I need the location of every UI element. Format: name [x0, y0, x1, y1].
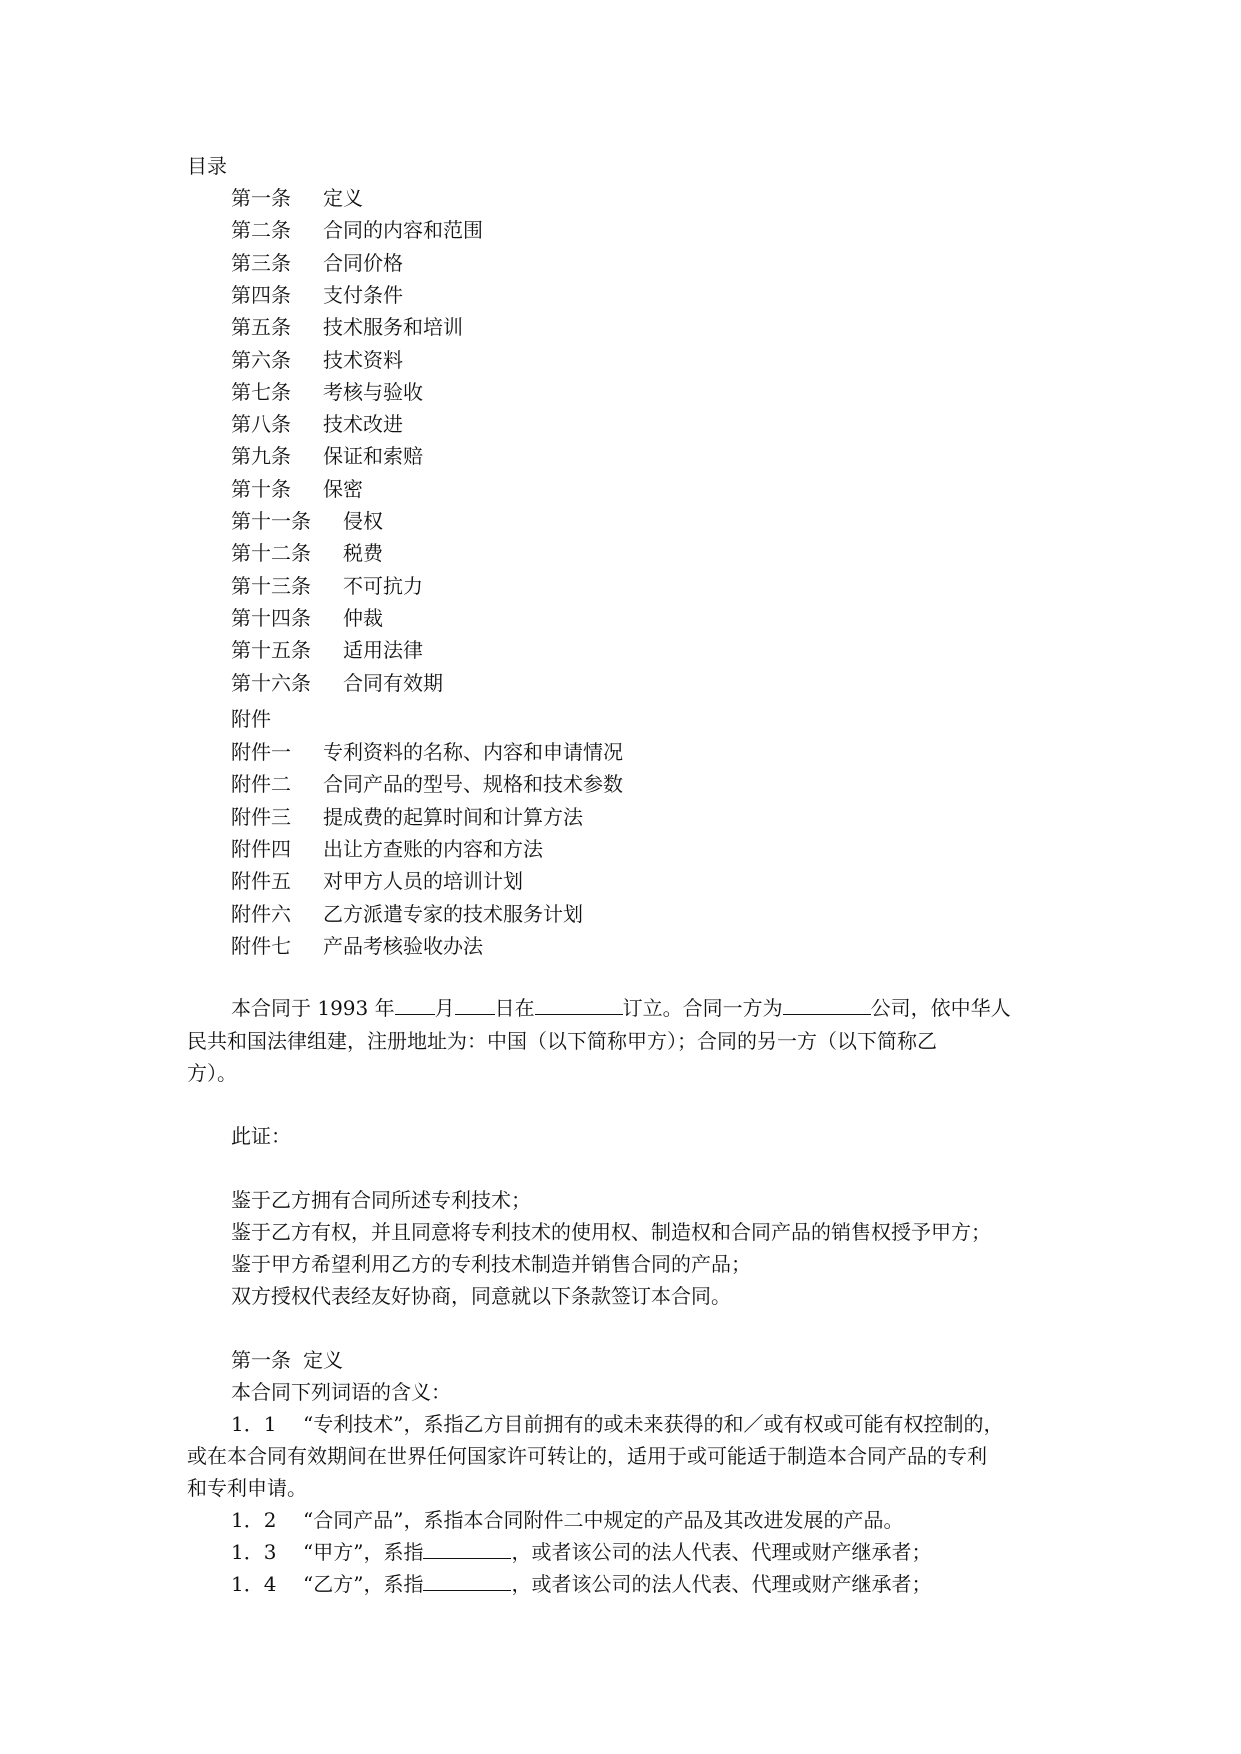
toc-item — [231, 346, 403, 374]
toc-item-title: 支付条件 — [323, 283, 403, 307]
toc-item-number: 第二条 — [231, 218, 291, 242]
party-a-blank — [423, 1538, 511, 1559]
toc-item-title: 合同价格 — [323, 251, 403, 275]
toc-item-number: 第十三条 — [231, 574, 311, 598]
clause-text: “甲方”，系指 — [303, 1540, 424, 1564]
article-1-intro: 本合同下列词语的含义： — [231, 1380, 451, 1404]
clause-number: 1．3 — [231, 1540, 277, 1564]
annex-item-title: 专利资料的名称、内容和申请情况 — [323, 740, 623, 764]
witness-line: 鉴于甲方希望利用乙方的专利技术制造并销售合同的产品； — [231, 1252, 751, 1276]
toc-item-title: 技术改进 — [323, 412, 403, 436]
toc-item — [231, 410, 403, 438]
annex-item-title: 提成费的起算时间和计算方法 — [323, 805, 583, 829]
annex-item — [231, 932, 483, 960]
toc-item-title: 适用法律 — [343, 638, 423, 662]
toc-item — [231, 604, 383, 632]
annex-item-number: 附件三 — [231, 805, 291, 829]
toc-item-number: 第四条 — [231, 283, 291, 307]
clause-number: 1．2 — [231, 1508, 277, 1532]
toc-item-title: 合同的内容和范围 — [323, 218, 483, 242]
article-1-heading — [231, 1346, 343, 1374]
toc-item — [231, 249, 403, 277]
toc-title: 目录 — [187, 154, 227, 178]
clause-number: 1．1 — [231, 1412, 277, 1436]
toc-item — [231, 378, 423, 406]
toc-item-title: 合同有效期 — [343, 671, 443, 695]
annex-item-number: 附件七 — [231, 934, 291, 958]
clause-1-4 — [231, 1570, 931, 1598]
annex-item-number: 附件二 — [231, 772, 291, 796]
toc-item-number: 第三条 — [231, 251, 291, 275]
toc-item-title: 技术服务和培训 — [323, 315, 463, 339]
toc-item-number: 第五条 — [231, 315, 291, 339]
toc-item-number: 第十二条 — [231, 541, 311, 565]
preamble-text: 本合同于 1993 年 — [231, 996, 395, 1020]
annex-item-number: 附件四 — [231, 837, 291, 861]
toc-item — [231, 636, 423, 664]
clause-number: 1．4 — [231, 1572, 277, 1596]
preamble-text: 月 — [434, 996, 455, 1020]
witness-line: 双方授权代表经友好协商，同意就以下条款签订本合同。 — [231, 1284, 731, 1308]
toc-item — [231, 313, 463, 341]
clause-1-1-line-3: 和专利申请。 — [187, 1476, 307, 1500]
toc-item — [231, 669, 443, 697]
toc-item-title: 保密 — [323, 477, 363, 501]
preamble-line-3: 方）。 — [187, 1061, 237, 1085]
company-blank — [783, 994, 871, 1015]
toc-item — [231, 442, 423, 470]
preamble-line-1 — [231, 994, 1011, 1022]
article-number: 第一条 — [231, 1348, 291, 1372]
toc-item-title: 保证和索赔 — [323, 444, 423, 468]
toc-item-title: 技术资料 — [323, 348, 403, 372]
toc-item-number: 第一条 — [231, 186, 291, 210]
day-blank — [455, 994, 495, 1015]
preamble-line-2: 民共和国法律组建，注册地址为：中国（以下简称甲方）；合同的另一方（以下简称乙 — [187, 1029, 937, 1053]
toc-item — [231, 281, 403, 309]
toc-item — [231, 184, 363, 212]
preamble-text: 订立。合同一方为 — [622, 996, 783, 1020]
toc-item-number: 第八条 — [231, 412, 291, 436]
toc-item-number: 第十五条 — [231, 638, 311, 662]
clause-1-3 — [231, 1538, 931, 1566]
annex-item — [231, 738, 623, 766]
toc-item-number: 第七条 — [231, 380, 291, 404]
toc-item — [231, 475, 363, 503]
toc-item-number: 第十一条 — [231, 509, 311, 533]
annex-item — [231, 770, 623, 798]
annex-item-title: 出让方查账的内容和方法 — [323, 837, 543, 861]
annex-item-number: 附件一 — [231, 740, 291, 764]
annex-item — [231, 867, 523, 895]
toc-item-number: 第六条 — [231, 348, 291, 372]
clause-text: “合同产品”，系指本合同附件二中规定的产品及其改进发展的产品。 — [303, 1508, 904, 1532]
annex-item-number: 附件六 — [231, 902, 291, 926]
article-title: 定义 — [303, 1348, 343, 1372]
annex-title: 附件 — [231, 707, 271, 731]
toc-item-number: 第十条 — [231, 477, 291, 501]
clause-1-2 — [231, 1506, 903, 1534]
clause-text: ，或者该公司的法人代表、代理或财产继承者； — [511, 1572, 932, 1596]
clause-1-1-line-2: 或在本合同有效期间在世界任何国家许可转让的，适用于或可能适于制造本合同产品的专利 — [187, 1444, 987, 1468]
toc-item-number: 第九条 — [231, 444, 291, 468]
witness-line: 鉴于乙方拥有合同所述专利技术； — [231, 1188, 531, 1212]
toc-item-number: 第十六条 — [231, 671, 311, 695]
toc-item — [231, 507, 383, 535]
toc-item-title: 侵权 — [343, 509, 383, 533]
annex-item-title: 对甲方人员的培训计划 — [323, 869, 523, 893]
toc-item — [231, 216, 483, 244]
toc-item-title: 仲裁 — [343, 606, 383, 630]
clause-text: “乙方”，系指 — [303, 1572, 424, 1596]
clause-1-1-line-1 — [231, 1410, 1003, 1438]
clause-text: “专利技术”，系指乙方目前拥有的或未来获得的和／或有权或可能有权控制的， — [303, 1412, 1004, 1436]
toc-item-title: 定义 — [323, 186, 363, 210]
annex-item-title: 产品考核验收办法 — [323, 934, 483, 958]
witness-line: 鉴于乙方有权，并且同意将专利技术的使用权、制造权和合同产品的销售权授予甲方； — [231, 1220, 991, 1244]
toc-item-title: 税费 — [343, 541, 383, 565]
witness-title: 此证： — [231, 1124, 291, 1148]
toc-item-number: 第十四条 — [231, 606, 311, 630]
annex-item-number: 附件五 — [231, 869, 291, 893]
clause-text: ，或者该公司的法人代表、代理或财产继承者； — [511, 1540, 932, 1564]
annex-item-title: 乙方派遣专家的技术服务计划 — [323, 902, 583, 926]
preamble-text: 公司，依中华人 — [870, 996, 1011, 1020]
place-blank — [535, 994, 623, 1015]
month-blank — [395, 994, 435, 1015]
annex-item — [231, 803, 583, 831]
toc-item — [231, 539, 383, 567]
annex-item — [231, 835, 543, 863]
party-b-blank — [423, 1570, 511, 1591]
annex-item-title: 合同产品的型号、规格和技术参数 — [323, 772, 623, 796]
toc-item-title: 不可抗力 — [343, 574, 423, 598]
toc-item — [231, 572, 423, 600]
annex-item — [231, 900, 583, 928]
toc-item-title: 考核与验收 — [323, 380, 423, 404]
preamble-text: 日在 — [494, 996, 535, 1020]
